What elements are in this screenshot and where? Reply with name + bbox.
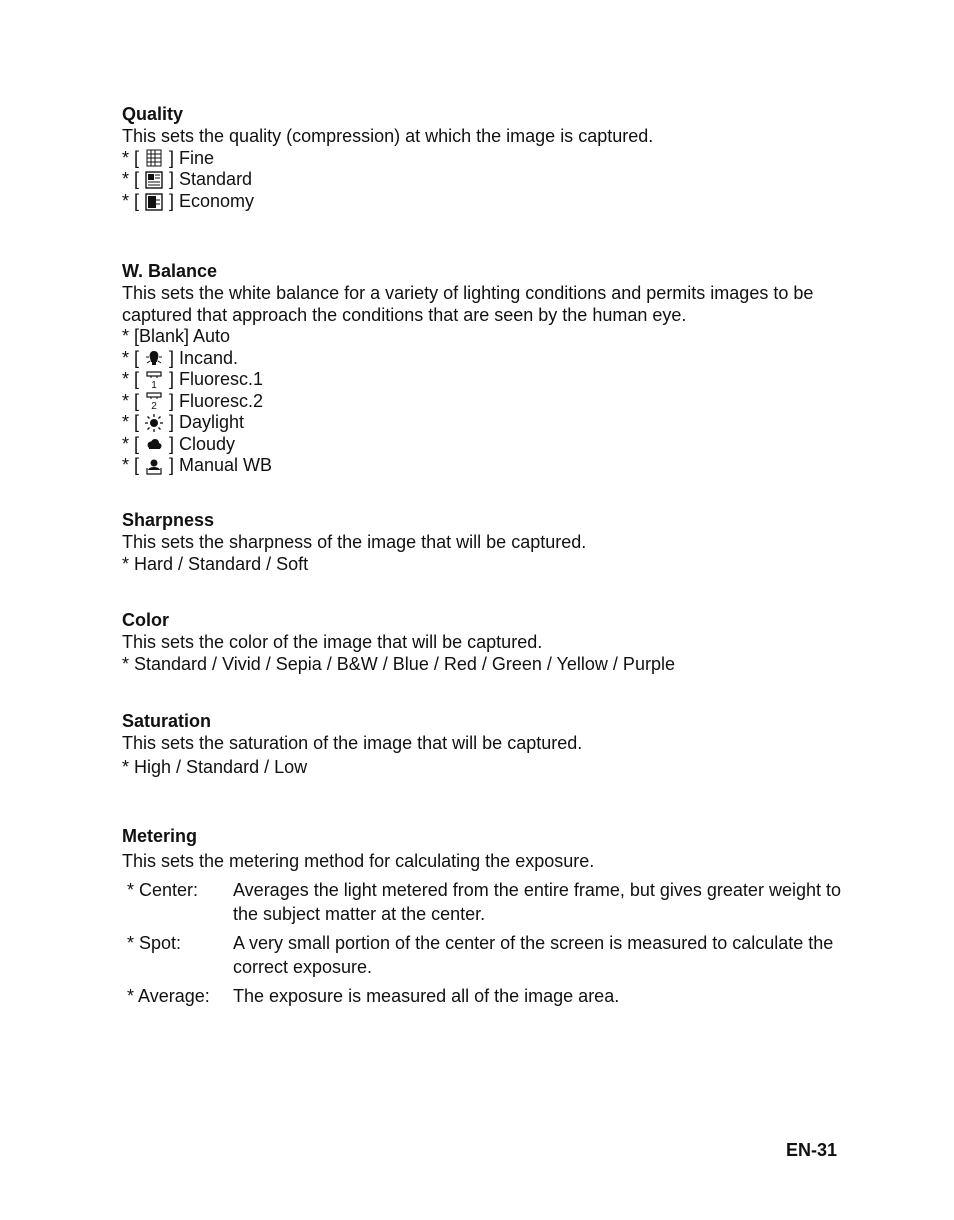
white-balance-section [122, 259, 852, 477]
fluorescent-1-icon [143, 370, 165, 390]
metering-value: A very small portion of the center of the screen is measured to calculate the correct exposure. [233, 932, 834, 977]
quality-economy-icon [143, 191, 165, 211]
metering-row-average [122, 984, 852, 1008]
quality-description: This sets the quality (compression) at which the image is captured. [122, 126, 654, 146]
saturation-description: This sets the saturation of the image that will be captured. [122, 733, 583, 753]
sharpness-description: This sets the sharpness of the image that will be captured. [122, 532, 587, 552]
white-balance-option-auto: * [Blank] Auto [122, 326, 231, 346]
incandescent-bulb-icon [143, 348, 165, 368]
metering-key: * Average: [127, 985, 210, 1006]
manual-wb-icon [143, 456, 165, 476]
sun-icon [143, 413, 165, 433]
metering-description: This sets the metering method for calculating the exposure. [122, 851, 595, 871]
metering-heading: Metering [122, 826, 198, 846]
sharpness-options: * Hard / Standard / Soft [122, 553, 309, 574]
svg-text:2: 2 [151, 401, 157, 412]
color-section [122, 608, 852, 675]
quality-fine-icon [143, 148, 165, 168]
quality-heading: Quality [122, 104, 184, 124]
white-balance-option-cloudy: * [ ] Cloudy [122, 433, 236, 454]
white-balance-option-incand: * [ ] Incand. [122, 347, 239, 368]
cloud-icon [143, 434, 165, 454]
white-balance-heading: W. Balance [122, 261, 218, 281]
color-description: This sets the color of the image that will be captured. [122, 632, 543, 652]
sharpness-heading: Sharpness [122, 510, 215, 530]
metering-value: Averages the light metered from the entire frame, but gives greater weight to the subject matter at the center. [233, 879, 841, 924]
quality-standard-icon [143, 170, 165, 190]
color-options: * Standard / Vivid / Sepia / B&W / Blue / Red / Green / Yellow / Purple [122, 653, 675, 674]
metering-key: * Center: [127, 879, 199, 900]
metering-row-spot [122, 931, 852, 979]
quality-option-standard: * [ ] Standard [122, 169, 253, 189]
metering-value: The exposure is measured all of the image area. [233, 985, 620, 1006]
metering-section [122, 824, 852, 1013]
quality-option-economy: * [ ] Economy [122, 190, 255, 211]
quality-option-fine: * [ ] Fine [122, 147, 215, 168]
quality-section [122, 102, 852, 212]
white-balance-option-manual: * [ ] Manual WB [122, 455, 273, 475]
metering-key: * Spot: [127, 932, 182, 953]
saturation-heading: Saturation [122, 711, 212, 731]
saturation-options: * High / Standard / Low [122, 756, 308, 777]
metering-row-center [122, 878, 852, 926]
page-number: EN-31 [786, 1140, 838, 1160]
white-balance-option-fluoresc2: * [ 2 ] Fluoresc.2 [122, 390, 264, 412]
sharpness-section [122, 508, 852, 575]
white-balance-description: This sets the white balance for a variety of lighting conditions and permits images to be captured that approach the conditions that are seen by the human eye. [122, 283, 814, 325]
svg-text:1: 1 [151, 379, 157, 390]
fluorescent-2-icon [143, 391, 165, 411]
white-balance-option-fluoresc1: * [ 1 ] Fluoresc.1 [122, 369, 264, 390]
saturation-section [122, 709, 852, 778]
color-heading: Color [122, 610, 169, 630]
white-balance-option-daylight: * [ ] Daylight [122, 412, 245, 432]
